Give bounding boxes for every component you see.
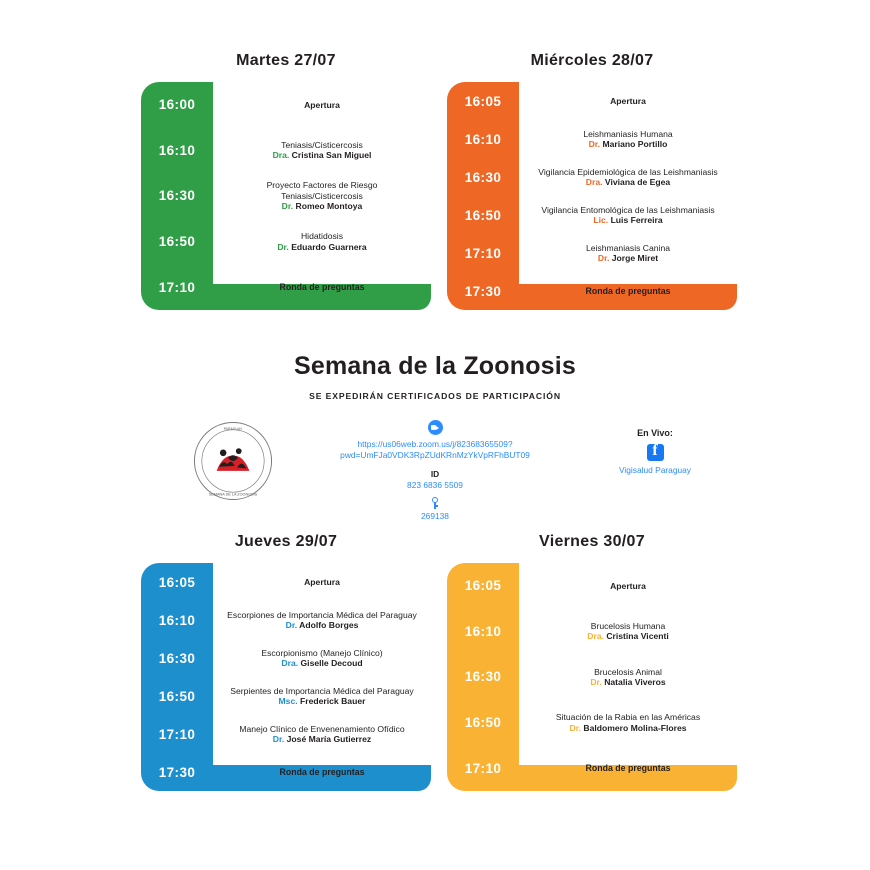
session-topic: Brucelosis Humana — [590, 620, 666, 631]
speaker-title: Dra. — [587, 631, 607, 642]
session-topic: Vigilancia Epidemiológica de las Leishmaniasis — [538, 166, 718, 177]
session-speaker: Dr. Natalia Viveros — [590, 676, 666, 687]
speaker-title: Dr. — [588, 139, 603, 149]
session-speaker: Dra. Cristina San Miguel — [272, 150, 372, 161]
day-card — [447, 563, 737, 791]
session-description — [519, 286, 737, 297]
schedule-row — [141, 753, 431, 791]
session-speaker: Dra. Cristina Vicenti — [587, 631, 669, 642]
live-stream-info — [590, 428, 720, 475]
meeting-id-label: ID — [430, 468, 440, 479]
session-time: 17:10 — [464, 760, 502, 776]
schedule-row — [447, 158, 737, 196]
schedule-rows — [447, 563, 737, 791]
meeting-id-block — [322, 469, 548, 493]
session-topic: Leishmaniasis Humana — [583, 128, 673, 139]
schedule-rows — [447, 82, 737, 310]
session-time: 16:05 — [158, 574, 196, 590]
session-topic: Hidatidosis — [300, 231, 344, 242]
zoom-icon — [428, 420, 443, 435]
session-topic: Escorpiones de Importancia Médica del Paraguay — [227, 609, 417, 620]
schedule-row — [141, 82, 431, 128]
session-speaker: Dr. Eduardo Guarnera — [277, 241, 367, 252]
center-info — [0, 352, 870, 522]
day-block-jueves — [141, 533, 431, 791]
session-description — [519, 621, 737, 642]
day-title: Viernes 30/07 — [539, 533, 645, 550]
session-label: Ronda de preguntas — [585, 762, 671, 773]
svg-text:SEMANA DE LA ZOONOSIS: SEMANA DE LA ZOONOSIS — [208, 492, 258, 497]
session-description — [519, 581, 737, 591]
schedule-row — [141, 219, 431, 265]
facebook-icon[interactable] — [647, 444, 664, 461]
session-time: 16:30 — [464, 669, 502, 685]
speaker-title: Dra. — [272, 150, 292, 161]
day-title: Jueves 29/07 — [234, 533, 338, 550]
schedule-row — [141, 715, 431, 753]
session-topic: Teniasis/Cisticercosis — [281, 190, 363, 201]
live-page-name[interactable]: Vigisalud Paraguay — [618, 465, 691, 475]
session-topic: Teniasis/Cisticercosis — [281, 139, 363, 150]
page-title: Semana de la Zoonosis — [293, 352, 577, 380]
session-description — [213, 724, 431, 745]
session-label: Ronda de preguntas — [279, 766, 365, 777]
session-description — [213, 648, 431, 669]
session-time: 16:50 — [464, 207, 502, 223]
session-description — [519, 129, 737, 150]
session-time: 16:05 — [464, 578, 502, 594]
session-topic: Manejo Clínico de Envenenamiento Ofídico — [239, 723, 405, 734]
day-card — [141, 563, 431, 791]
speaker-title: Dr. — [590, 676, 605, 687]
schedule-rows — [141, 563, 431, 791]
session-time: 17:10 — [158, 726, 196, 742]
session-time: 16:50 — [158, 234, 196, 250]
session-label: Apertura — [304, 99, 340, 110]
session-description — [213, 686, 431, 707]
session-label: Ronda de preguntas — [279, 281, 365, 292]
schedule-row — [447, 234, 737, 272]
schedule-row — [447, 196, 737, 234]
session-description — [213, 282, 431, 293]
speaker-title: Dr. — [569, 722, 584, 733]
session-time: 16:30 — [464, 169, 502, 185]
session-description — [213, 577, 431, 587]
live-label: En Vivo: — [637, 428, 673, 438]
session-time: 16:50 — [464, 715, 502, 731]
schedule-row — [447, 272, 737, 310]
day-title: Miércoles 28/07 — [530, 52, 654, 69]
zoonosis-logo — [192, 420, 274, 502]
certificate-note: SE EXPEDIRÁN CERTIFICADOS DE PARTICIPACIÓN — [309, 391, 561, 401]
session-speaker: Dr. Mariano Portillo — [588, 139, 668, 149]
session-description — [213, 610, 431, 631]
session-time: 16:30 — [158, 650, 196, 666]
day-card — [141, 82, 431, 310]
zoom-link-line-2[interactable]: pwd=UmFJa0VDK3RpZUdKRnMzYkVpRFhBUT09 — [340, 450, 530, 461]
speaker-title: Msc. — [278, 696, 301, 706]
speaker-title: Dr. — [285, 620, 300, 630]
speaker-title: Dr. — [597, 253, 612, 263]
session-time: 16:50 — [158, 688, 196, 704]
schedule-row — [447, 82, 737, 120]
session-speaker: Dr. Jorge Miret — [597, 253, 659, 263]
session-topic: Situación de la Rabia en las Américas — [555, 712, 701, 723]
schedule-row — [447, 120, 737, 158]
schedule-row — [447, 563, 737, 609]
day-block-martes — [141, 52, 431, 310]
session-speaker: Dr. José María Gutierrez — [272, 734, 372, 744]
session-description — [213, 767, 431, 778]
session-speaker: Dr. Romeo Montoya — [281, 201, 363, 212]
schedule-rows — [141, 82, 431, 310]
session-label: Apertura — [304, 576, 340, 587]
speaker-title: Lic. — [593, 215, 611, 225]
session-description — [519, 763, 737, 774]
meeting-id-value: 823 6836 5509 — [407, 480, 463, 491]
schedule-row — [447, 745, 737, 791]
session-time: 16:30 — [158, 188, 196, 204]
svg-text:PARAGUAY: PARAGUAY — [223, 426, 243, 431]
session-description — [519, 167, 737, 188]
session-time: 17:10 — [158, 279, 196, 295]
session-description — [213, 180, 431, 211]
session-topic: Proyecto Factores de Riesgo — [266, 180, 378, 191]
session-speaker: Dr. Baldomero Molina-Flores — [569, 722, 687, 733]
session-description — [213, 231, 431, 252]
session-description — [213, 140, 431, 161]
speaker-title: Dr. — [281, 201, 296, 212]
session-time: 16:10 — [464, 131, 502, 147]
schedule-row — [447, 700, 737, 746]
schedule-row — [141, 264, 431, 310]
schedule-row — [447, 654, 737, 700]
session-description — [519, 712, 737, 733]
session-time: 17:30 — [158, 764, 196, 780]
day-card — [447, 82, 737, 310]
session-speaker: Dra. Viviana de Egea — [585, 177, 671, 187]
schedule-row — [447, 609, 737, 655]
session-description — [213, 100, 431, 110]
session-description — [519, 205, 737, 226]
session-time: 16:05 — [464, 93, 502, 109]
zoom-link-line-1[interactable]: https://us06web.zoom.us/j/82368365509? — [357, 439, 513, 449]
schedule-row — [141, 639, 431, 677]
session-description — [519, 667, 737, 688]
session-time: 16:10 — [158, 142, 196, 158]
meeting-passcode: 269138 — [421, 511, 449, 522]
schedule-row — [141, 677, 431, 715]
schedule-row — [141, 563, 431, 601]
session-time: 17:10 — [464, 245, 502, 261]
speaker-title: Dra. — [281, 658, 301, 668]
speaker-title: Dra. — [585, 177, 605, 187]
day-block-viernes — [447, 533, 737, 791]
session-topic: Escorpionismo (Manejo Clínico) — [261, 647, 383, 658]
schedule-row — [141, 601, 431, 639]
session-speaker: Dr. Adolfo Borges — [285, 620, 359, 630]
speaker-title: Dr. — [272, 734, 287, 744]
session-time: 16:00 — [158, 97, 196, 113]
speaker-title: Dr. — [277, 241, 292, 252]
session-topic: Vigilancia Entomológica de las Leishmaniasis — [541, 204, 715, 215]
session-topic: Brucelosis Animal — [594, 666, 662, 677]
zoom-access — [322, 420, 548, 521]
session-label: Apertura — [610, 95, 646, 106]
session-description — [519, 96, 737, 106]
session-speaker: Dra. Giselle Decoud — [281, 658, 363, 668]
key-icon — [430, 497, 440, 509]
day-block-miercoles — [447, 52, 737, 310]
session-time: 16:10 — [464, 623, 502, 639]
session-time: 17:30 — [464, 283, 502, 299]
session-topic: Serpientes de Importancia Médica del Paraguay — [230, 685, 414, 696]
session-speaker: Lic. Luis Ferreira — [593, 215, 663, 225]
session-topic: Leishmaniasis Canina — [585, 242, 671, 253]
session-label: Apertura — [610, 580, 646, 591]
schedule-row — [141, 173, 431, 219]
session-description — [519, 243, 737, 264]
session-label: Ronda de preguntas — [585, 285, 671, 296]
schedule-row — [141, 128, 431, 174]
day-title: Martes 27/07 — [236, 52, 336, 69]
session-time: 16:10 — [158, 612, 196, 628]
session-speaker: Msc. Frederick Bauer — [278, 696, 366, 706]
